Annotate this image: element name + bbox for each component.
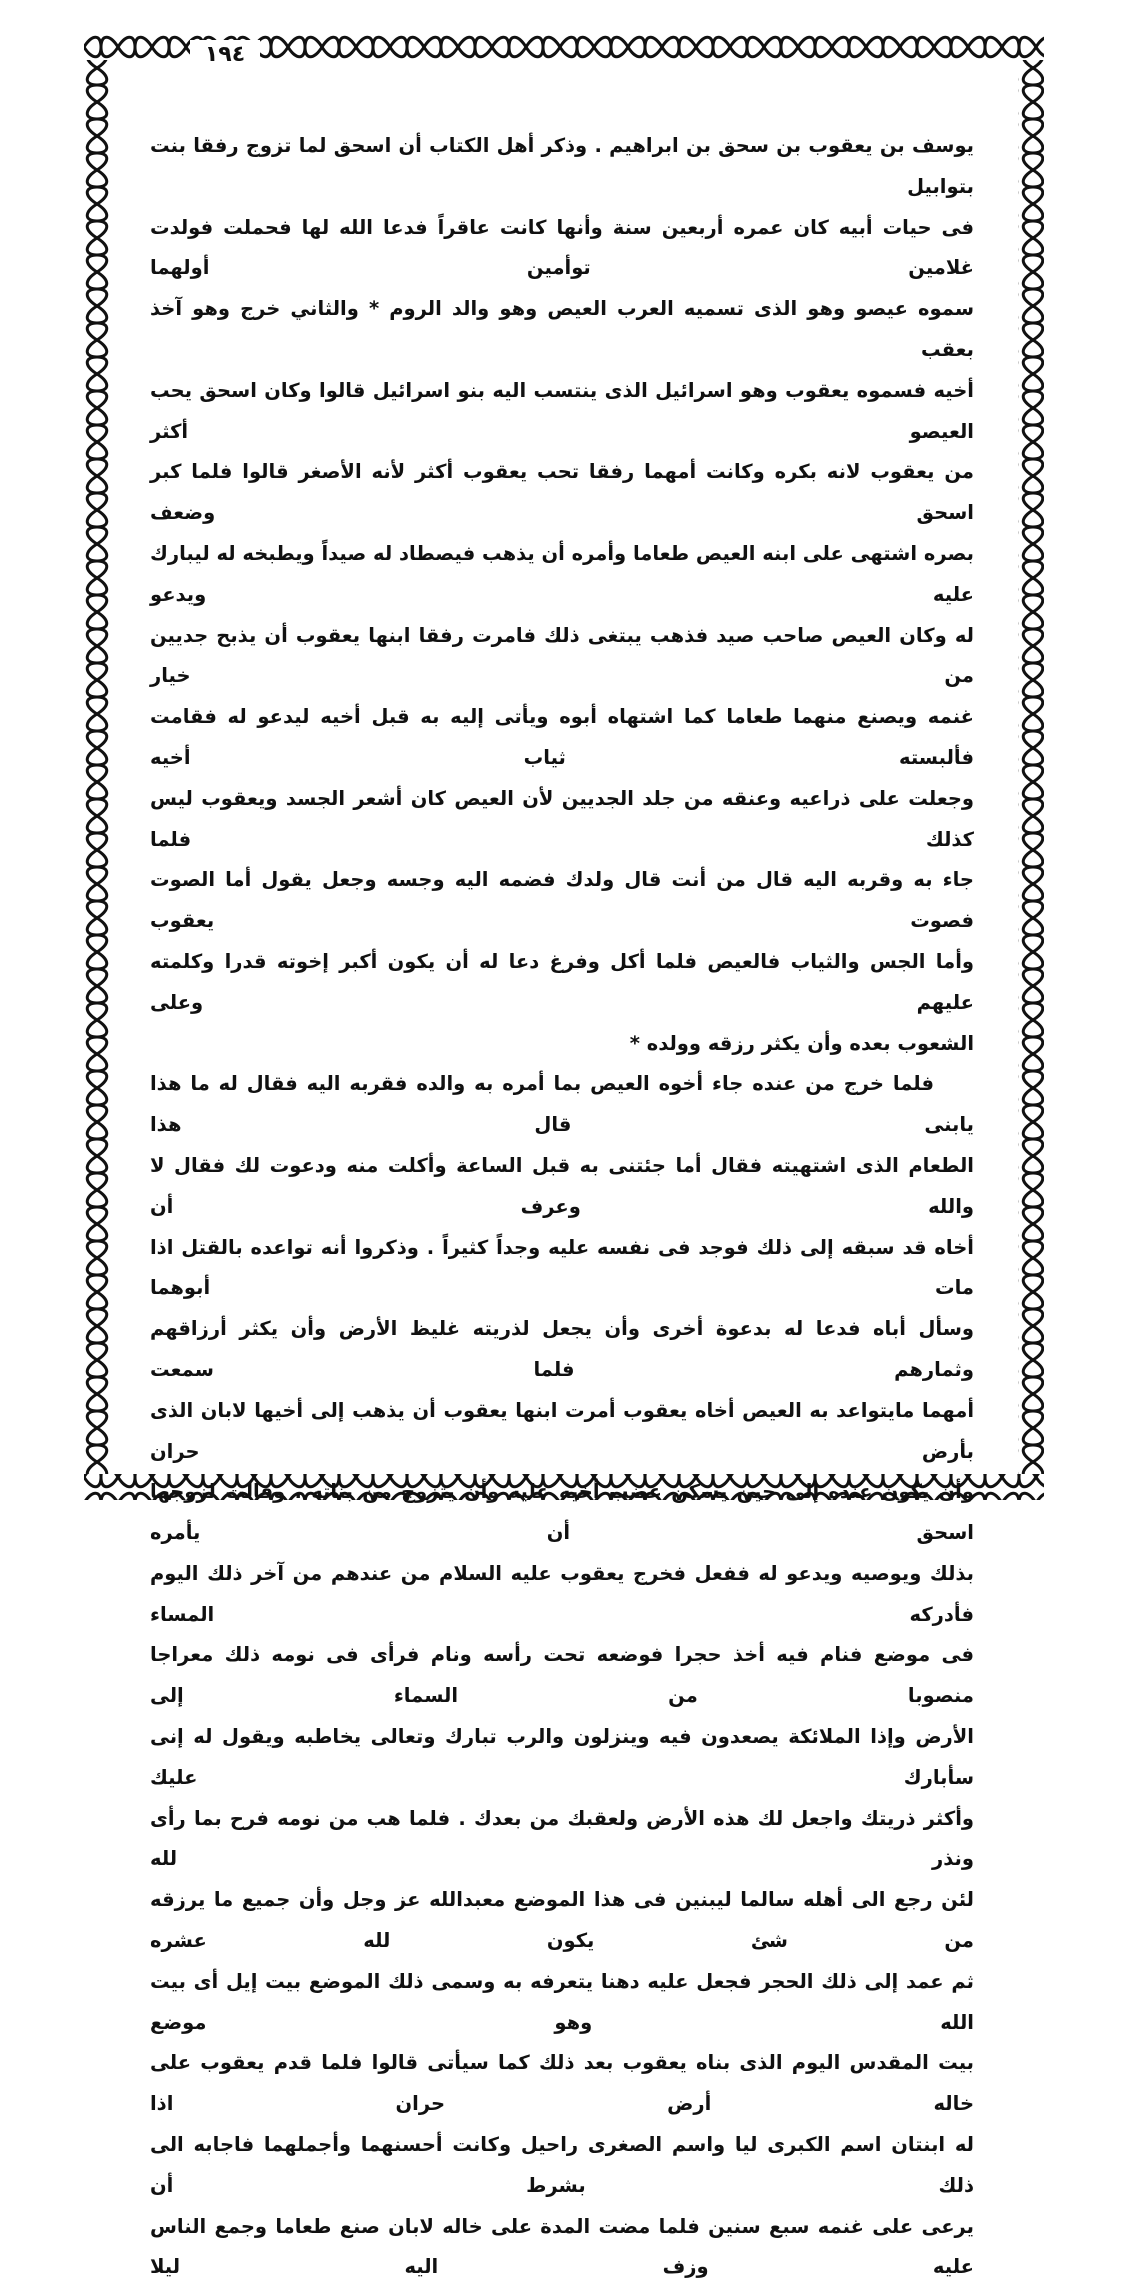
text-line: غنمه ويصنع منهما طعاما كما اشتهاه أبوه ويأتى إليه به قبل أخيه ليدعو له فقامت فألبسته ثياب أخيه bbox=[150, 705, 974, 769]
text-line: فى موضع فنام فيه أخذ حجرا فوضعه تحت رأسه ونام فرأى فى نومه ذلك معراجا منصوبا من السماء إلى bbox=[150, 1643, 974, 1708]
text-line: وأكثر ذريتك واجعل لك هذه الأرض ولعقبك من بعدك . فلما هب من نومه فرح بما رأى ونذر لله bbox=[150, 1806, 974, 1871]
text-line: أخاه قد سبقه إلى ذلك فوجد فى نفسه عليه وجداً كثيراً . وذكروا أنه تواعده بالقتل اذا مات أبوهما bbox=[150, 1235, 974, 1300]
text-line: فى حيات أبيه كان عمره أربعين سنة وأنها كانت عاقراً فدعا الله لها فحملت فولدت غلامين توأمين أولهما bbox=[150, 215, 974, 280]
text-line: أمهما مايتواعد به العيص أخاه يعقوب أمرت ابنها يعقوب أن يذهب إلى أخيها لابان الذى بأرض حران bbox=[150, 1398, 974, 1463]
text-line: وجعلت على ذراعيه وعنقه من جلد الجديين لأن العيص كان أشعر الجسد ويعقوب ليس كذلك فلما bbox=[150, 786, 974, 851]
text-line: وأما الجس والثياب فالعيص فلما أكل وفرغ دعا له أن يكون أكبر إخوته قدرا وكلمته عليهم وعلى bbox=[150, 949, 974, 1014]
text-line: له ابنتان اسم الكبرى ليا واسم الصغرى راحيل وكانت أحسنهما وأجملهما فاجابه الى ذلك بشرط أن bbox=[150, 2133, 974, 2197]
text-line: ثم عمد إلى ذلك الحجر فجعل عليه دهنا يتعرفه به وسمى ذلك الموضع بيت إيل أى بيت الله وهو موضع bbox=[150, 1969, 974, 2034]
text-line: الشعوب بعده وأن يكثر رزقه وولده * bbox=[629, 1031, 974, 1055]
text-line: سموه عيصو وهو الذى تسميه العرب العيص وهو والد الروم * والثاني خرج وهو آخذ بعقب bbox=[150, 297, 974, 361]
text-line: وسأل أباه فدعا له بدعوة أخرى وأن يجعل لذريته غليظ الأرض وأن يكثر أرزاقهم وثمارهم فلما سمعت bbox=[150, 1317, 974, 1381]
text-line: يوسف بن يعقوب بن سحق بن ابراهيم . وذكر أهل الكتاب أن اسحق لما تزوج رفقا بنت بتوابيل bbox=[150, 134, 974, 198]
text-line: فلما خرج من عنده جاء أخوه العيص بما أمره به والده فقربه اليه فقال له ما هذا يابنى قال هذا bbox=[150, 1072, 974, 1137]
text-line: وأن يكون عنده إلى حين يسكن غضب أخيه عليه وأن يتزوج من بناته . وقالت لزوجها اسحق أن يأمره bbox=[150, 1480, 974, 1545]
text-line: الطعام الذى اشتهيته فقال أما جئتنى به قبل الساعة وأكلت منه ودعوت لك فقال لا والله وعرف أن bbox=[150, 1153, 974, 1218]
text-line: بيت المقدس اليوم الذى بناه يعقوب بعد ذلك كما سيأتى قالوا فلما قدم يعقوب على خاله أرض حران اذا bbox=[150, 2051, 974, 2116]
body-text bbox=[150, 126, 974, 2279]
text-line: له وكان العيص صاحب صيد فذهب يبتغى ذلك فامرت رفقا ابنها يعقوب أن يذبح جديين من خيار bbox=[150, 623, 974, 688]
page-number: ١٩٤ bbox=[190, 40, 260, 70]
text-line: لئن رجع الى أهله سالما ليبنين فى هذا الموضع معبدالله عز وجل وأن جميع ما يرزقه من شئ يكون لله عشره bbox=[150, 1888, 974, 1953]
text-line: بصره اشتهى على ابنه العيص طعاما وأمره أن يذهب فيصطاد له صيداً ويطبخه له ليبارك عليه ويدعو bbox=[150, 541, 974, 606]
text-line: الأرض وإذا الملائكة يصعدون فيه وينزلون والرب تبارك وتعالى يخاطبه ويقول له إنى سأبارك عليك bbox=[150, 1725, 974, 1789]
text-line: من يعقوب لانه بكره وكانت أمهما رفقا تحب يعقوب أكثر لأنه الأصغر قالوا فلما كبر اسحق وضعف bbox=[150, 460, 974, 525]
text-line: أخيه فسموه يعقوب وهو اسرائيل الذى ينتسب اليه بنو اسرائيل قالوا وكان اسحق يحب العيصو أكثر bbox=[150, 378, 974, 443]
text-line: جاء به وقربه اليه قال من أنت قال ولدك فضمه اليه وجسه وجعل يقول أما الصوت فصوت يعقوب bbox=[150, 868, 974, 933]
text-line: يرعى على غنمه سبع سنين فلما مضت المدة على خاله لابان صنع طعاما وجمع الناس عليه وزف اليه ليلا bbox=[150, 2214, 974, 2279]
text-line: بذلك ويوصيه ويدعو له ففعل فخرج يعقوب عليه السلام من عندهم من آخر ذلك اليوم فأدركه المساء bbox=[150, 1561, 974, 1626]
